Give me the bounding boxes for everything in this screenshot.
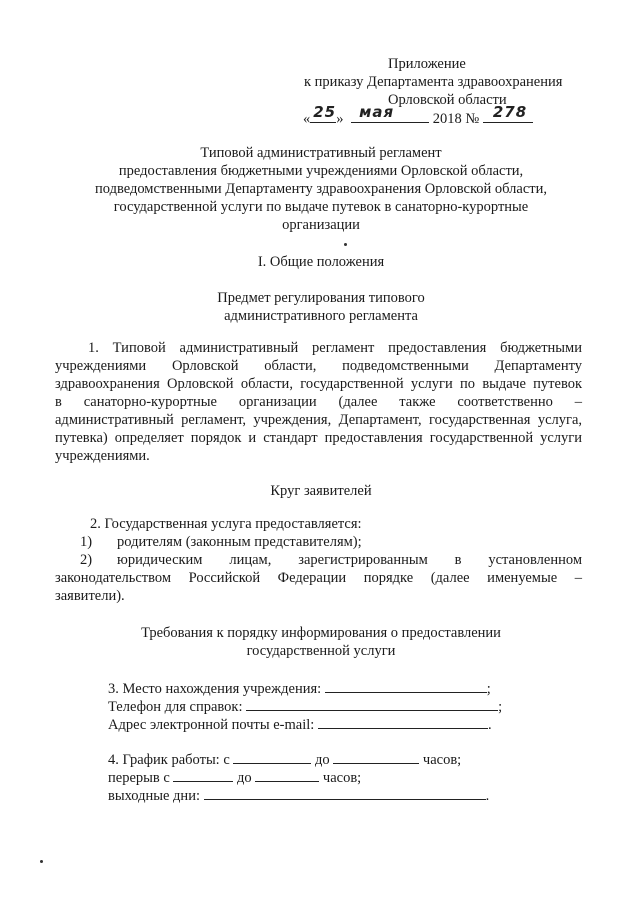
days-off-blank (204, 787, 486, 800)
list-item-1-text: родителям (законным представителям); (117, 534, 362, 550)
paragraph-2: 2. Государственная услуга предоставляется: (90, 516, 362, 532)
paragraph-1-line-3: здравоохранения Орловской области, государственной услуги по выдаче путевок (55, 376, 582, 392)
subject-heading-1: Предмет регулирования типового (217, 290, 425, 306)
email-label: Адрес электронной почты e-mail: (108, 717, 315, 733)
schedule-row (108, 751, 461, 769)
applicants-heading: Круг заявителей (270, 483, 372, 499)
date-year-number-label: 2018 № (432, 111, 480, 127)
break-from-blank (173, 769, 233, 782)
date-close-quote: » (336, 111, 344, 127)
appendix-date-line (303, 103, 533, 128)
list-item-2-number: 2) (80, 552, 93, 568)
subject-heading-2: административного регламента (224, 308, 418, 324)
list-item-2-line-3: заявители). (55, 588, 125, 604)
appendix-title: Приложение (388, 56, 466, 72)
date-day-handwritten: 25 (313, 103, 337, 121)
date-month-blank (351, 103, 429, 123)
info-heading-1: Требования к порядку информирования о предоставлении (141, 625, 501, 641)
order-number-handwritten: 278 (492, 103, 528, 121)
email-row (108, 716, 492, 734)
days-off-label: выходные дни: (108, 788, 200, 804)
appendix-order-ref: к приказу Департамента здравоохранения (304, 74, 563, 90)
title-line-2: предоставления бюджетными учреждениями Орловской области, (118, 163, 524, 179)
paragraph-1-line-1: 1. Типовой административный регламент предоставления бюджетными (88, 340, 582, 356)
break-label: перерыв с (108, 770, 170, 786)
break-to-label: до (237, 770, 252, 786)
date-month-handwritten: мая (359, 103, 395, 121)
days-off-row (108, 787, 489, 805)
date-open-quote: « (303, 111, 311, 127)
phone-row (108, 698, 502, 716)
phone-label: Телефон для справок: (108, 699, 243, 715)
break-hours-label: часов; (322, 770, 362, 786)
appendix-region: Орловской области (388, 92, 507, 108)
title-line-5: организации (282, 217, 360, 233)
title-line-4: государственной услуги по выдаче путевок в санаторно-курортные (113, 199, 529, 215)
days-off-end: . (485, 788, 490, 804)
paragraph-1-line-7: учреждениями. (55, 448, 150, 464)
paragraph-1-line-5: административный регламент, учреждения, Департамент, государственная услуга, (55, 412, 582, 428)
phone-blank (246, 698, 498, 711)
section-heading: I. Общие положения (257, 254, 385, 270)
schedule-hours-label: часов; (422, 752, 462, 768)
list-item-1-number: 1) (80, 534, 93, 550)
email-blank (318, 716, 488, 729)
date-day-blank (310, 103, 337, 123)
title-line-1: Типовой административный регламент (200, 145, 442, 161)
scan-speck (344, 243, 347, 246)
title-line-3: подведомственными Департаменту здравоохранения Орловской области, (94, 181, 547, 197)
info-heading-2: государственной услуги (246, 643, 396, 659)
paragraph-1-line-2: учреждениями Орловской области, подведомственными Департаменту (55, 358, 582, 374)
location-label: 3. Место нахождения учреждения: (108, 681, 322, 697)
location-blank (325, 680, 487, 693)
location-row (108, 680, 491, 698)
paragraph-1-line-4: в санаторно-курортные организации (далее также соответственно – (55, 394, 582, 410)
scan-speck (40, 860, 43, 863)
order-number-blank (483, 103, 533, 123)
schedule-from-blank (233, 751, 311, 764)
email-end: . (487, 717, 492, 733)
schedule-to-blank (333, 751, 419, 764)
paragraph-1-line-6: путевка) определяет порядок и стандарт предоставления государственной услуги (55, 430, 582, 446)
list-item-2-line-1: юридическим лицам, зарегистрированным в установленном (117, 552, 582, 568)
phone-end: ; (498, 699, 503, 715)
location-end: ; (486, 681, 491, 697)
schedule-to-label: до (315, 752, 330, 768)
list-item-2-line-2: законодательством Российской Федерации порядке (далее именуемые – (55, 570, 582, 586)
break-row (108, 769, 361, 787)
break-to-blank (255, 769, 319, 782)
schedule-label: 4. График работы: с (108, 752, 230, 768)
